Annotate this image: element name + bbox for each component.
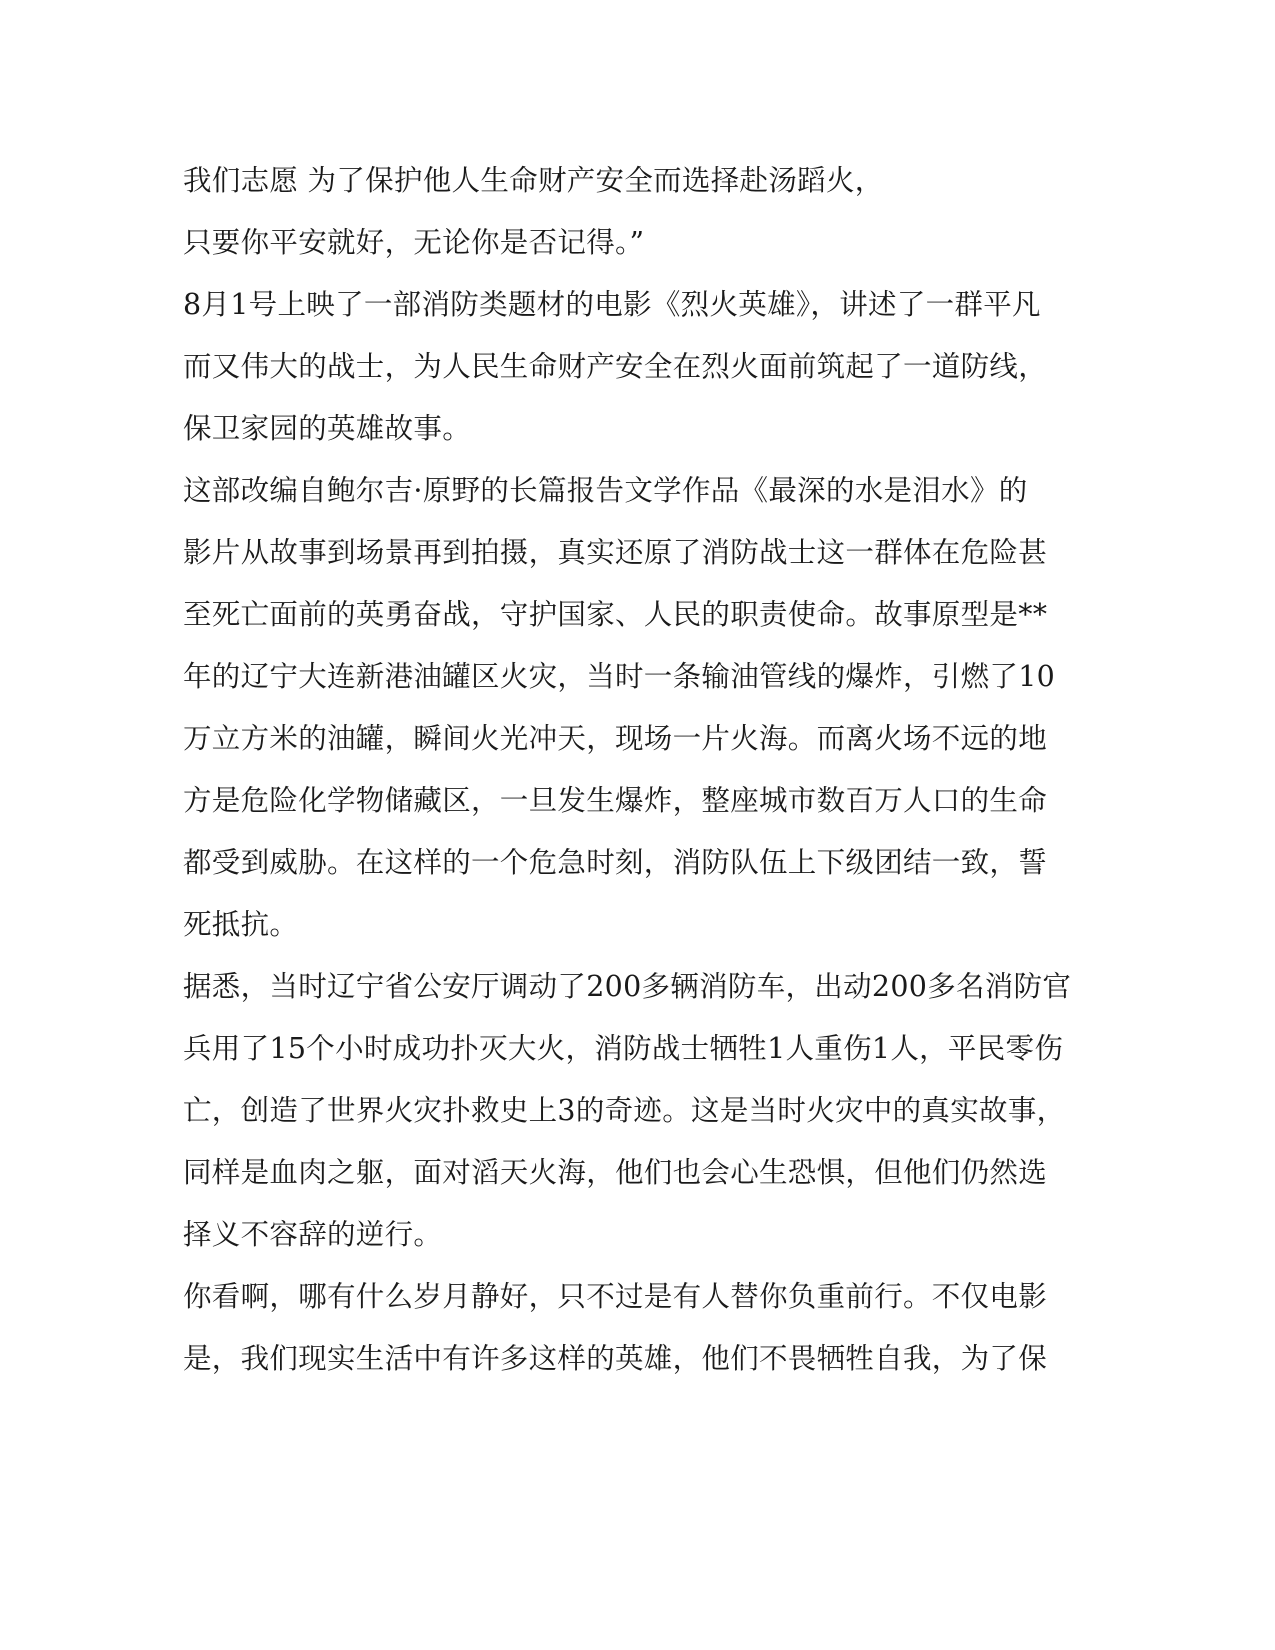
- text-line: 是，我们现实生活中有许多这样的英雄，他们不畏牺牲自我，为了保: [183, 1342, 1048, 1375]
- text-line: 同样是血肉之躯，面对滔天火海，他们也会心生恐惧，但他们仍然选: [183, 1156, 1048, 1189]
- text-line: 兵用了15个小时成功扑灭大火，消防战士牺牲1人重伤1人，平民零伤: [183, 1032, 1064, 1065]
- text-line: 年的辽宁大连新港油罐区火灾，当时一条输油管线的爆炸，引燃了10: [183, 660, 1056, 693]
- text-line: 择义不容辞的逆行。: [183, 1218, 443, 1251]
- text-line: 我们志愿 为了保护他人生命财产安全而选择赴汤蹈火，: [183, 164, 884, 197]
- text-line: 亡，创造了世界火灾扑救史上3的奇迹。这是当时火灾中的真实故事，: [183, 1094, 1066, 1127]
- text-line: 据悉，当时辽宁省公安厅调动了200多辆消防车，出动200多名消防官: [183, 970, 1072, 1003]
- text-line: 你看啊，哪有什么岁月静好，只不过是有人替你负重前行。不仅电影: [183, 1280, 1048, 1313]
- text-line: 万立方米的油罐，瞬间火光冲天，现场一片火海。而离火场不远的地: [183, 722, 1048, 755]
- body-text: [183, 150, 1072, 1390]
- text-line: 方是危险化学物储藏区，一旦发生爆炸，整座城市数百万人口的生命: [183, 784, 1048, 817]
- text-line: 这部改编自鲍尔吉·原野的长篇报告文学作品《最深的水是泪水》的: [183, 474, 1028, 507]
- text-line: 只要你平安就好，无论你是否记得。”: [183, 226, 645, 259]
- text-line: 都受到威胁。在这样的一个危急时刻，消防队伍上下级团结一致，誓: [183, 846, 1048, 879]
- text-line: 影片从故事到场景再到拍摄，真实还原了消防战士这一群体在危险甚: [183, 536, 1048, 569]
- text-line: 至死亡面前的英勇奋战，守护国家、人民的职责使命。故事原型是**: [183, 598, 1048, 631]
- text-line: 而又伟大的战士，为人民生命财产安全在烈火面前筑起了一道防线，: [183, 350, 1048, 383]
- text-line: 保卫家园的英雄故事。: [183, 412, 472, 445]
- text-line: 死抵抗。: [183, 908, 299, 941]
- text-line: 8月1号上映了一部消防类题材的电影《烈火英雄》，讲述了一群平凡: [183, 288, 1041, 321]
